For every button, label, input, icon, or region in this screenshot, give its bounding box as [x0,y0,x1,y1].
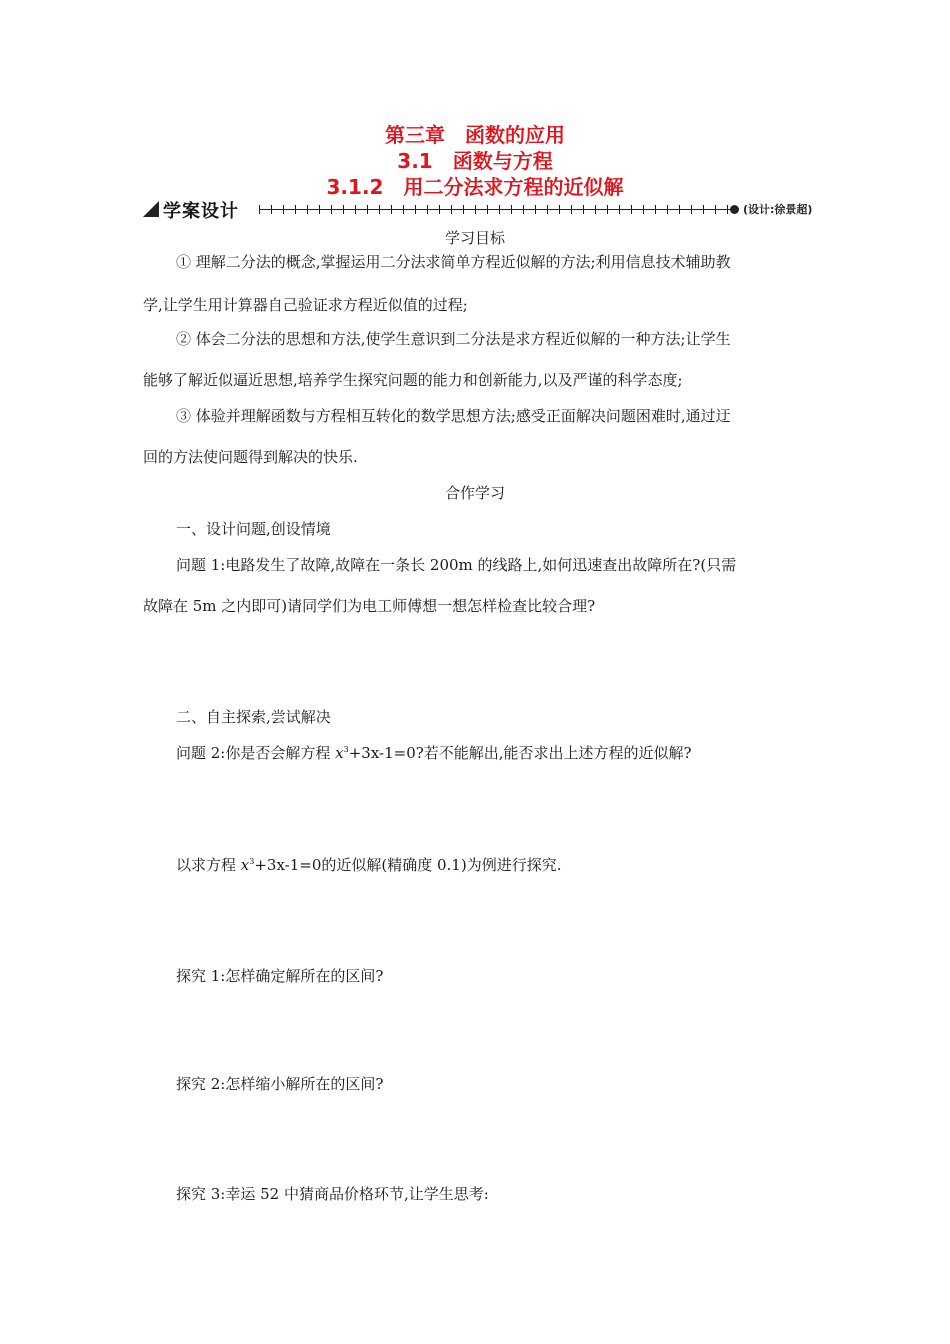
question-2-prefix: 问题 2:你是否会解方程 [176,744,336,762]
title-block [0,122,950,200]
equation-rest: +3x-1=0 [254,856,322,874]
question-2 [176,743,816,763]
question-1-line-1: 问题 1:电路发生了故障,故障在一条长 200m 的线路上,如何迅速查出故障所在?(只需 [176,556,737,574]
section-title: 3.1 函数与方程 [397,149,553,173]
equation-variable: x [335,744,344,762]
equation-rest: +3x-1=0 [348,744,416,762]
equation-exponent: 3 [343,745,349,754]
chapter-title: 第三章 函数的应用 [385,123,565,147]
part-1-title: 一、设计问题,创设情境 [176,520,331,538]
inquiry-1: 探究 1:怎样确定解所在的区间? [176,967,384,985]
goal-1-line-2: 学,让学生用计算器自己验证求方程近似值的过程; [143,296,468,314]
goal-3-line-2: 回的方法使问题得到解决的快乐. [143,448,358,466]
example-suffix: 的近似解(精确度 0.1)为例进行探究. [321,856,562,874]
banner-ticks [259,205,733,214]
goal-3-line-1: ③ 体验并理解函数与方程相互转化的数学思想方法;感受正面解决问题困难时,通过迂 [176,407,731,425]
example-prefix: 以求方程 [176,856,241,874]
part-2-title: 二、自主探索,尝试解决 [176,708,331,726]
example-statement [176,855,816,875]
equation-exponent: 3 [249,857,255,866]
goal-2-line-1: ② 体会二分法的思想和方法,使学生意识到二分法是求方程近似解的一种方法;让学生 [176,330,731,348]
inquiry-2: 探究 2:怎样缩小解所在的区间? [176,1075,384,1093]
question-1-line-2: 故障在 5m 之内即可)请同学们为电工师傅想一想怎样检查比较合理? [143,597,596,615]
study-plan-banner [143,197,823,221]
goals-heading: 学习目标 [444,229,505,247]
question-2-suffix: ?若不能解出,能否求出上述方程的近似解? [415,744,692,762]
designer-credit: (设计:徐景超) [743,203,813,216]
coop-heading: 合作学习 [444,484,505,502]
inquiry-3: 探究 3:幸运 52 中猜商品价格环节,让学生思考: [176,1185,489,1203]
equation-variable: x [240,856,250,874]
subsection-title: 3.1.2 用二分法求方程的近似解 [326,175,624,199]
triangle-icon [143,201,159,217]
banner-label: 学案设计 [163,201,239,222]
banner-dot-icon [730,205,739,214]
goal-2-line-2: 能够了解近似逼近思想,培养学生探究问题的能力和创新能力,以及严谨的科学态度; [143,371,683,389]
goal-1-line-1: ① 理解二分法的概念,掌握运用二分法求简单方程近似解的方法;利用信息技术辅助教 [176,253,731,271]
